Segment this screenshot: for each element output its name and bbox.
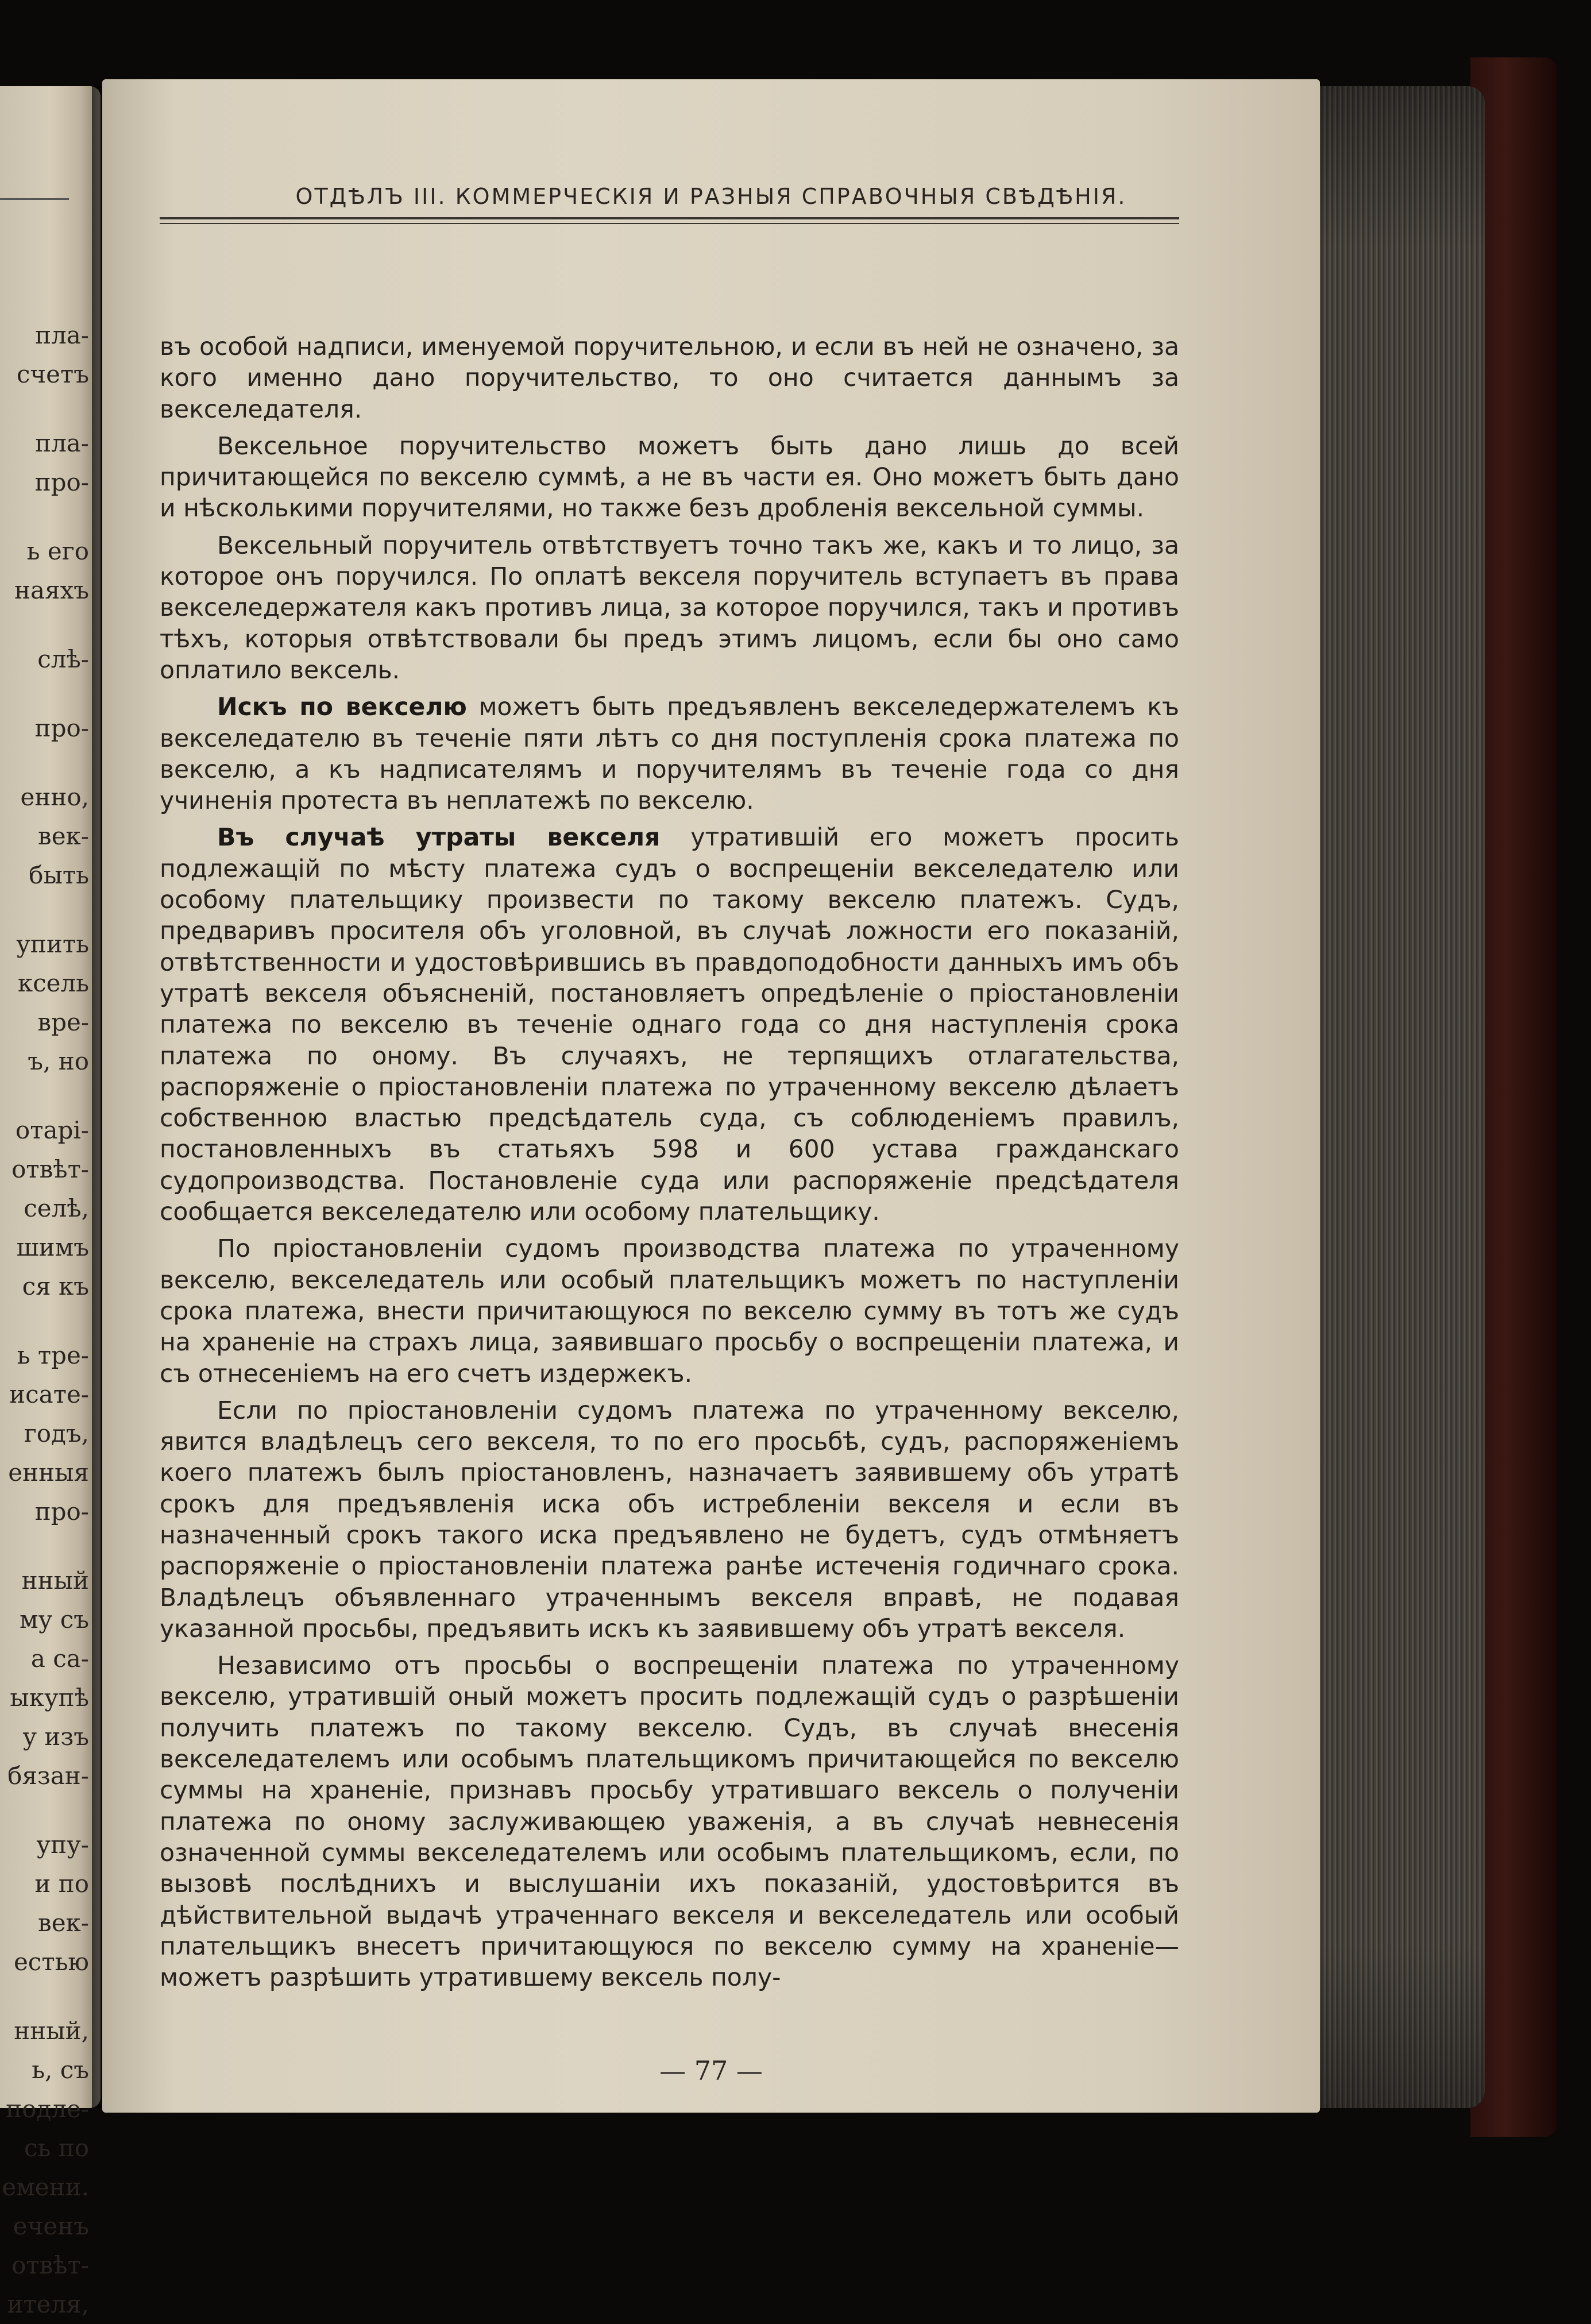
left-page-fragment: ъ, но (28, 1047, 89, 1075)
left-page-fragment (0, 394, 89, 424)
paragraph-4-text: можетъ быть предъявленъ векселедержателемъ къ векселедателю въ теченіе пяти лѣтъ со дня поступленія срока платежа по векселю, а къ надписателямъ и поручителямъ въ теченіе года со дня учиненія протеста въ неплатежѣ по векселю. (160, 693, 1179, 816)
paragraph-5-lead: Въ случаѣ утраты векселя (217, 824, 661, 852)
left-page-fragment: бязан- (7, 1762, 89, 1790)
left-page-fragment: про- (34, 468, 89, 496)
left-page-fragment: ыкупѣ (10, 1684, 89, 1712)
left-page-fragment: у изъ (22, 1723, 89, 1751)
left-page-fragment: нный, (14, 2017, 89, 2045)
paragraph-3: Вексельный поручитель отвѣтствуетъ точно такъ же, какъ и то лицо, за которое онъ поручился. По оплатѣ векселя поручитель вступаетъ въ права векселедержателя какъ противъ лица, за которое поручился, такъ и противъ тѣхъ, которыя отвѣтствовали бы предъ этимъ лицомъ, если бы оно само оплатило вексель. (160, 531, 1179, 685)
left-page-fragment: ь, съ (32, 2056, 89, 2084)
left-page-fragment: селѣ, (24, 1194, 89, 1222)
left-page-fragment: ителя, (7, 2290, 89, 2318)
left-page-fragment: ь тре- (17, 1341, 89, 1369)
left-page-fragment: счетъ (16, 360, 89, 388)
left-page-fragment: слѣ- (37, 645, 89, 673)
left-page-fragment: сь по (24, 2134, 89, 2162)
paragraph-2: Вексельное поручительство можетъ быть дано лишь до всей причитающейся по векселю суммѣ, а не въ части ея. Оно можетъ быть дано и нѣсколькими поручителями, но также безъ дробленія вексельной суммы. (160, 432, 1179, 523)
left-page-fragment: пла- (35, 321, 89, 349)
left-page-fragment: и по (34, 1870, 89, 1898)
left-page-fragment: емени. (2, 2173, 89, 2201)
paragraph-7: Если по пріостановленіи судомъ платежа по утраченному векселю, явится владѣлецъ сего векселя, то по его просьбѣ, судъ, распоряженіемъ коего платежъ былъ пріостановленъ, назначаетъ заявившему объ утратѣ срокъ для предъявленія иска объ истребленіи векселя и если въ назначенный срокъ такого иска предъявлено не будетъ, судъ отмѣняетъ распоряженіе о пріостановленіи платежа ранѣе истеченія годичнаго срока. Владѣлецъ объявленнаго утраченнымъ векселя вправѣ, не подавая указанной просьбы, предъявить искъ къ заявившему объ утратѣ векселя. (160, 1396, 1179, 1643)
left-page-rule (0, 198, 69, 200)
running-head: ОТДѢЛЪ III. КОММЕРЧЕСКІЯ И РАЗНЫЯ СПРАВОЧНЫЯ СВѢДѢНІЯ. (295, 184, 1127, 209)
left-page-fragment (0, 1796, 89, 1825)
left-page-fragment (0, 895, 89, 925)
left-page-fragment: естью (13, 1948, 89, 1976)
paragraph-5 (160, 823, 1179, 1228)
left-page-fragment: а са- (30, 1644, 89, 1673)
page-edges-shade (1318, 86, 1485, 2108)
left-page-fragment: ь его (26, 537, 89, 565)
left-page-fragment: нный (21, 1566, 89, 1595)
left-page-fragment: про- (34, 1497, 89, 1526)
left-page-fragment: му съ (20, 1605, 89, 1634)
left-page-fragment (0, 1081, 89, 1111)
left-page-fragment (0, 1982, 89, 2012)
left-page-fragment: век- (38, 822, 89, 850)
left-page-fragment: отарі- (15, 1116, 89, 1144)
left-page-fragment (0, 748, 89, 778)
book-page (102, 79, 1320, 2113)
left-page-fragment: быть (29, 861, 89, 889)
left-page-fragment: шимъ (16, 1233, 89, 1261)
paragraph-5-text: утратившій его можетъ просить подлежащій по мѣсту платежа судъ о воспрещеніи векселедателю или особому плательщику произвести по такому векселю платежъ. Судъ, предваривъ просителя объ уголовной, въ случаѣ ложности его показаній, отвѣтственности и удостовѣрившись въ правдоподобности данныхъ имъ объ утратѣ векселя объясненій, постановляетъ опредѣленіе о пріостановленіи платежа по векселю въ теченіе однаго года со дня наступленія срока платежа по оному. Въ случаяхъ, не терпящихъ отлагательства, распоряженіе о пріостановленіи платежа по утраченному векселю дѣлаетъ собственною властью предсѣдатель суда, съ соблюденіемъ правилъ, постановленныхъ въ статьяхъ 598 и 600 устава гражданскаго судопроизводства. Постановленіе суда или распоряженіе предсѣдателя сообщается векселедателю или особому плательщику. (160, 824, 1179, 1227)
page-body (160, 332, 1179, 1999)
left-page-fragment: ксель (17, 969, 89, 997)
page-number: — 77 — (659, 2055, 763, 2086)
left-page-fragment: упить (16, 930, 89, 958)
left-page-fragment: пла- (35, 429, 89, 457)
left-page-fragment (0, 610, 89, 640)
header-rule-thin (160, 223, 1179, 224)
left-page-text-fragments (0, 316, 89, 2324)
left-page-fragment: наяхъ (14, 576, 89, 604)
paragraph-4 (160, 692, 1179, 817)
left-page-fragment: исате- (9, 1380, 89, 1408)
left-page-fragment (0, 1306, 89, 1336)
left-page-fragment (0, 502, 89, 532)
left-page-fragment: отвѣт- (11, 2251, 89, 2279)
left-page-fragment: енныя (8, 1458, 89, 1487)
left-page-fragment: упу- (36, 1831, 89, 1859)
paragraph-4-lead: Искъ по векселю (217, 693, 467, 722)
paragraph-6: По пріостановленіи судомъ производства платежа по утраченному векселю, векселедатель или особый плательщикъ можетъ по наступленіи срока платежа, внести причитающуюся по векселю сумму въ тотъ же судъ на храненіе на страхъ лица, заявившаго просьбу о воспрещеніи платежа, и съ отнесеніемъ на его счетъ издержекъ. (160, 1235, 1179, 1388)
header-rule-thick (160, 217, 1179, 219)
left-page-fragment: еченъ (13, 2212, 89, 2240)
paragraph-8: Независимо отъ просьбы о воспрещеніи платежа по утраченному векселю, утратившій оный можетъ просить подлежащій судъ о разрѣшеніи получить платежъ по такому векселю. Судъ, въ случаѣ внесенія векселедателемъ или особымъ плательщикомъ причитающейся по векселю суммы на храненіе, признавъ просьбу утратившаго вексель о полученіи платежа по оному заслуживающею уваженія, а въ случаѣ невнесенія означенной суммы векселедателемъ или особымъ плательщикомъ, если, по вызовѣ послѣднихъ и выслушаніи ихъ показаній, удостовѣрится въ дѣйствительной выдачѣ утраченнаго векселя и векселедатель или особый плательщикъ внесетъ причитающуюся по векселю сумму на храненіе—можетъ разрѣшить утратившему вексель полу- (160, 1652, 1179, 1993)
left-page-fragment: отвѣт- (11, 1155, 89, 1183)
left-page-fragment: про- (34, 714, 89, 742)
left-page-fragment: вре- (37, 1008, 89, 1036)
left-page-fragment (0, 1531, 89, 1561)
left-page-fragment: подле- (6, 2095, 89, 2123)
left-page-fragment: енно, (20, 783, 89, 811)
paragraph-1: въ особой надписи, именуемой поручительною, и если въ ней не означено, за кого именно дано поручительство, то оно считается даннымъ за векселедателя. (160, 333, 1179, 424)
left-facing-page (0, 86, 101, 2318)
left-page-fragment (0, 679, 89, 709)
left-page-fragment: век- (38, 1909, 89, 1937)
left-page-fragment: годъ, (24, 1419, 89, 1447)
left-page-fragment: ся къ (22, 1272, 89, 1300)
